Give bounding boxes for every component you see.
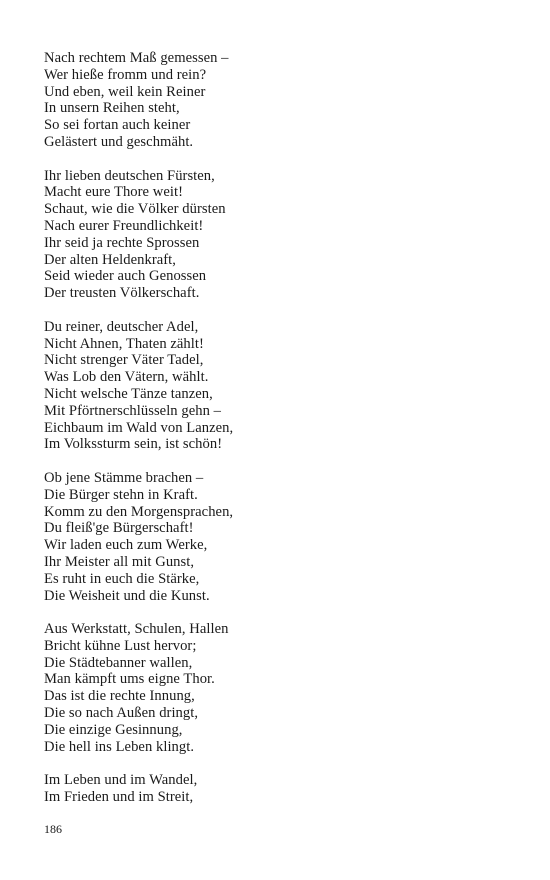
poem-line: Die Weisheit und die Kunst.	[44, 587, 210, 604]
poem-line: Es ruht in euch die Stärke,	[44, 570, 200, 587]
poem-line: Wer hieße fromm und rein?	[44, 66, 207, 83]
poem-line: Man kämpft ums eigne Thor.	[44, 671, 215, 688]
poem-line: Bricht kühne Lust hervor;	[44, 637, 197, 654]
poem-line: Mit Pförtnerschlüsseln gehn –	[44, 402, 221, 419]
poem-line: Nicht welsche Tänze tanzen,	[44, 385, 213, 402]
poem-line: Der alten Heldenkraft,	[44, 251, 176, 268]
stanza	[44, 50, 514, 151]
poem-line: Ob jene Stämme brachen –	[44, 469, 204, 486]
poem-line: Schaut, wie die Völker dürsten	[44, 201, 226, 218]
poem-line: So sei fortan auch keiner	[44, 117, 191, 134]
poem-line: Nach eurer Freundlichkeit!	[44, 217, 204, 234]
poem-line: Nicht Ahnen, Thaten zählt!	[44, 335, 204, 352]
poem-line: Die Städtebanner wallen,	[44, 654, 193, 671]
poem-line: Ihr seid ja rechte Sprossen	[44, 234, 200, 251]
poem-line: Eichbaum im Wald von Lanzen,	[44, 419, 234, 436]
poem-line: Macht eure Thore weit!	[44, 184, 184, 201]
poem-line: Das ist die rechte Innung,	[44, 688, 195, 705]
stanza	[44, 772, 514, 806]
poem-line: Ihr Meister all mit Gunst,	[44, 553, 195, 570]
poem-line: Im Frieden und im Streit,	[44, 789, 194, 806]
poem-line: Du fleiß'ge Bürgerschaft!	[44, 520, 194, 537]
poem-line: Aus Werkstatt, Schulen, Hallen	[44, 621, 229, 638]
poem-line: Im Volkssturm sein, ist schön!	[44, 436, 223, 453]
poem-line: Die Bürger stehn in Kraft.	[44, 486, 198, 503]
poem-line: Wir laden euch zum Werke,	[44, 537, 208, 554]
page-number: 186	[44, 822, 62, 836]
poem-line: Und eben, weil kein Reiner	[44, 83, 206, 100]
poem-line: Die so nach Außen dringt,	[44, 705, 199, 722]
poem-line: Die hell ins Leben klingt.	[44, 738, 195, 755]
poem-line: In unsern Reihen steht,	[44, 100, 180, 117]
poem-line: Was Lob den Vätern, wählt.	[44, 369, 209, 386]
poem-line: Nicht strenger Väter Tadel,	[44, 352, 204, 369]
poem-line: Seid wieder auch Genossen	[44, 268, 207, 285]
poem-body	[44, 50, 514, 823]
poem-line: Gelästert und geschmäht.	[44, 133, 194, 150]
stanza	[44, 168, 514, 302]
poem-line: Im Leben und im Wandel,	[44, 772, 198, 789]
poem-line: Komm zu den Morgensprachen,	[44, 503, 234, 520]
stanza	[44, 621, 514, 755]
stanza	[44, 470, 514, 604]
poem-line: Ihr lieben deutschen Fürsten,	[44, 167, 215, 184]
poem-line: Die einzige Gesinnung,	[44, 721, 183, 738]
poem-line: Nach rechtem Maß gemessen –	[44, 50, 229, 66]
poem-line: Du reiner, deutscher Adel,	[44, 318, 199, 335]
stanza	[44, 319, 514, 453]
poem-line: Der treusten Völkerschaft.	[44, 285, 200, 302]
